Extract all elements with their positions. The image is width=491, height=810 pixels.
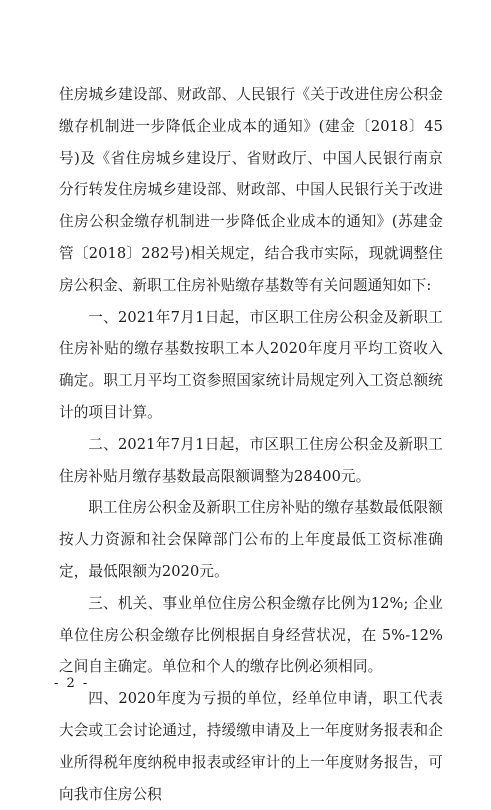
- page-number: - 2 -: [54, 676, 90, 691]
- paragraph-intro: 住房城乡建设部、财政部、人民银行《关于改进住房公积金缴存机制进一步降低企业成本的通知》(建金〔2018〕45号)及《省住房城乡建设厅、省财政厅、中国人民银行南京分行转发住房城乡建设部、财政部、中国人民银行关于改进住房公积金缴存机制进一步降低企业成本的通知》(苏建金管〔2018〕282号)相关规定，结合我市实际，现就调整住房公积金、新职工住房补贴缴存基数等有关问题通知如下:: [59, 86, 443, 294]
- document-body: [59, 79, 443, 810]
- paragraph-item-2-continued: 职工住房公积金及新职工住房补贴的缴存基数最低限额按人力资源和社会保障部门公布的上年度最低工资标准确定，最低限额为2020元。: [59, 499, 443, 580]
- paragraph-item-4: 四、2020年度为亏损的单位，经单位申请，职工代表大会或工会讨论通过，持缓缴申请及上一年度财务报表和企业所得税年度纳税申报表或经审计的上一年度财务报告，可向我市住房公积: [59, 690, 443, 803]
- paragraph-item-1: 一、2021年7月1日起，市区职工住房公积金及新职工住房补贴的缴存基数按职工本人2020年度月平均工资收入确定。职工月平均工资参照国家统计局规定列入工资总额统计的项目计算。: [59, 308, 443, 421]
- paragraph-item-2: 二、2021年7月1日起，市区职工住房公积金及新职工住房补贴月缴存基数最高限额调整为28400元。: [59, 435, 443, 485]
- paragraph-item-3: 三、机关、事业单位住房公积金缴存比例为12%; 企业单位住房公积金缴存比例根据自身经营状况，在 5%-12%之间自主确定。单位和个人的缴存比例必须相同。: [59, 594, 443, 676]
